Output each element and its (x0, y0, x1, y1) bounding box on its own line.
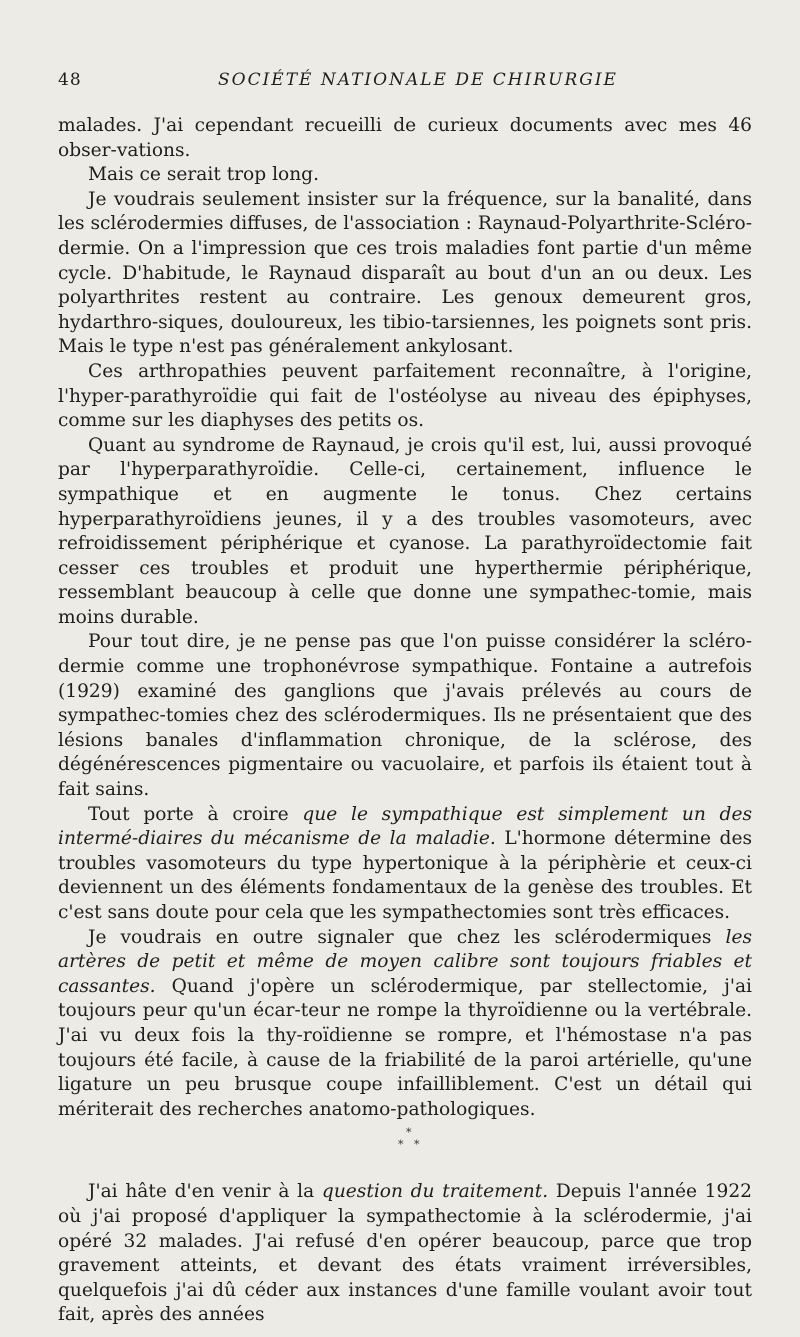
italic-emphasis: les artères de petit et même de moyen calibre sont toujours friables et cassantes. (58, 926, 752, 997)
paragraph: malades. J'ai cependant recueilli de curieux documents avec mes 46 obser-vations. (58, 115, 752, 161)
separator-star: * (414, 1138, 420, 1152)
separator-star: * (398, 1138, 404, 1152)
paragraph-text: L'hormone détermine des troubles vasomoteurs du type hypertonique à la périphèrie et ceux-ci deviennent un des éléments fondamentaux de la genèse des troubles. Et c'est sans doute pour cela que les sympathectomies sont très efficaces. (58, 828, 752, 923)
italic-emphasis: que le sympathique est simplement un des intermé-diaires du mécanisme de la maladie. (58, 803, 752, 850)
paragraph: Je voudrais seulement insister sur la fréquence, sur la banalité, dans les sclérodermies diffuses, de l'association : Raynaud-Polyarthrite-Scléro-dermie. On a l'impression que ces trois maladies font partie d'un même cycle. D'habitude, le Raynaud disparaît au bout d'un an ou deux. Les polyarthrites restent au contraire. Les genoux demeurent gros, hydarthro-siques, douloureux, les tibio-tarsiennes, les poignets sont pris. Mais le type n'est pas généralement ankylosant. (58, 188, 752, 358)
running-title: SOCIÉTÉ NATIONALE DE CHIRURGIE (218, 70, 618, 90)
page-header (58, 70, 758, 96)
paragraph (58, 803, 752, 926)
paragraph: Mais ce serait trop long. (88, 164, 319, 186)
paragraph-text: Quand j'opère un sclérodermique, par stellectomie, j'ai toujours peur qu'un écar-teur ne rompe la thyroïdienne ou la vertébrale. J'ai vu deux fois la thy-roïdienne se rompre, et l'hémostase n'a pas toujours été facile, à cause de la friabilité de la paroi artérielle, qu'une ligature un peu brusque coupe infailliblement. C'est un détail qui mériterait des recherches anatomo-pathologiques. (58, 975, 752, 1120)
paragraph (58, 926, 752, 1123)
paragraph: Quant au syndrome de Raynaud, je crois qu'il est, lui, aussi provoqué par l'hyperparathyroïdie. Celle-ci, certainement, influence le sympathique et en augmente le tonus. Chez certains hyperparathyroïdiens jeunes, il y a des troubles vasomoteurs, avec refroidissement périphérique et cyanose. La parathyroïdectomie fait cesser ces troubles et produit une hyperthermie périphérique, ressemblant beaucoup à celle que donne une sympathec-tomie, mais moins durable. (58, 434, 752, 628)
paragraph-text: Depuis l'année 1922 où j'ai proposé d'appliquer la sympathectomie à la sclérodermie, j'ai opéré 32 malades. J'ai refusé d'en opérer beaucoup, parce que trop gravement atteints, et devant des états vraiment irréversibles, quelquefois j'ai dû céder aux instances d'une famille voulant avoir tout fait, après des années (58, 1181, 752, 1326)
paragraph: Ces arthropathies peuvent parfaitement reconnaître, à l'origine, l'hyper-parathyroïdie qui fait de l'ostéolyse au niveau des épiphyses, comme sur les diaphyses des petits os. (58, 360, 752, 432)
section-separator (58, 1126, 752, 1170)
paragraph-text: Je voudrais en outre signaler que chez les sclérodermiques (88, 926, 726, 948)
paragraph (58, 1180, 752, 1328)
paragraph-text: Tout porte à croire (88, 803, 303, 825)
paragraph: Pour tout dire, je ne pense pas que l'on puisse considérer la scléro-dermie comme une trophonévrose sympathique. Fontaine a autrefois (1929) examiné des ganglions que j'avais prélevés au cours de sympathec-tomies chez des sclérodermiques. Ils ne présentaient que des lésions banales d'inflammation chronique, de la sclérose, des dégénérescences pigmentaire ou vacuolaire, et parfois ils étaient tout à fait sains. (58, 631, 752, 801)
article-body (58, 114, 752, 1328)
separator-star: * (406, 1126, 412, 1140)
italic-emphasis: question du traitement. (321, 1181, 549, 1203)
page-number: 48 (58, 70, 82, 90)
paragraph-text: J'ai hâte d'en venir à la (88, 1181, 322, 1203)
